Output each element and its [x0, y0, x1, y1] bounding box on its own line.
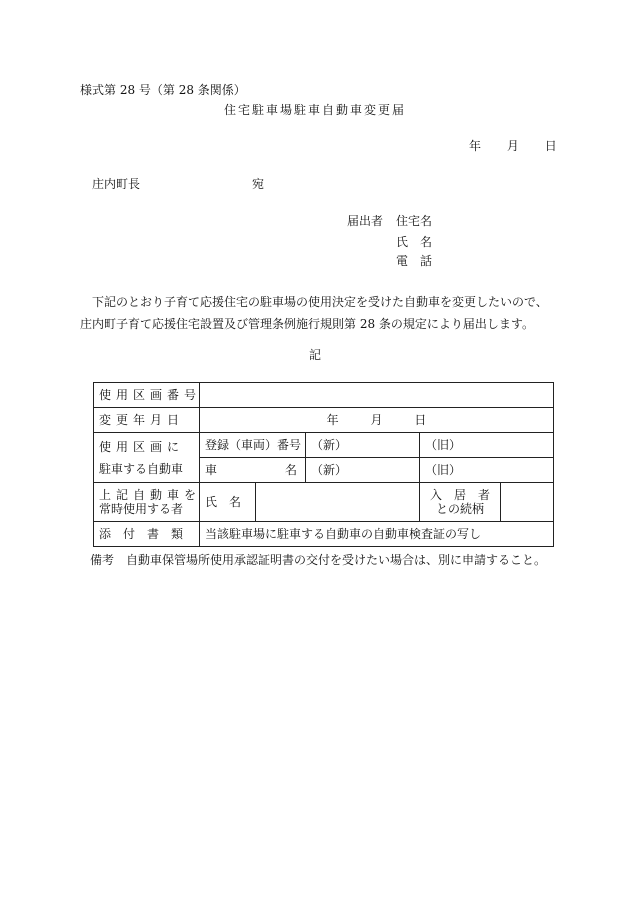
date-day: 日: [544, 139, 557, 153]
applicant-housing-name: 住宅名: [396, 214, 433, 228]
registration-old-label: （旧）: [425, 438, 462, 452]
date-year: 年: [469, 139, 482, 153]
note: 備考 自動車保管場所使用承認証明書の交付を受けたい場合は、別に申請すること。: [90, 553, 547, 567]
parking-number-label: 使用区画番号: [94, 383, 200, 408]
table-row: [94, 383, 554, 408]
registration-new[interactable]: [306, 433, 420, 458]
date-line: [469, 139, 557, 153]
attachments-label: 添 付 書 類: [94, 522, 200, 547]
change-date-value[interactable]: [200, 408, 554, 433]
form-table: [93, 382, 554, 547]
date-month: 月: [506, 139, 519, 153]
registration-number-label: 登録（車両）番号: [200, 433, 306, 458]
registration-new-label: （新）: [311, 438, 348, 452]
car-name-old-label: （旧）: [425, 463, 462, 477]
car-name-new-label: （新）: [311, 463, 348, 477]
regular-user-label-line1: 上記自動車を: [99, 488, 202, 502]
addressee-suffix: 宛: [252, 177, 265, 191]
car-name-new[interactable]: [306, 458, 420, 483]
regular-user-label-line2: 常時使用する者: [99, 502, 184, 516]
applicant-name: 氏 名: [396, 235, 433, 249]
table-row: [94, 433, 554, 458]
regular-user-label: [94, 483, 200, 522]
resident-relation-line1: 入 居 者: [429, 488, 490, 502]
resident-relation-line2: との続柄: [435, 502, 484, 516]
table-row: [94, 522, 554, 547]
ki-heading: 記: [308, 348, 321, 362]
car-name-label-a: 車: [205, 463, 218, 477]
table-row: [94, 483, 554, 522]
vehicle-label: [94, 433, 200, 483]
vehicle-label-line2: 駐車する自動車: [99, 461, 184, 476]
parking-number-value[interactable]: [200, 383, 554, 408]
resident-relation-value[interactable]: [501, 483, 554, 522]
applicant-phone: 電 話: [396, 254, 433, 268]
attachments-value: 当該駐車場に駐車する自動車の自動車検査証の写し: [200, 522, 554, 547]
vehicle-label-line1: 使用区画に: [99, 439, 185, 454]
car-name-old[interactable]: [420, 458, 554, 483]
change-date-label: 変更年月日: [94, 408, 200, 433]
change-date-day: 日: [414, 413, 427, 427]
body-text: 下記のとおり子育て応援住宅の駐車場の使用決定を受けた自動車を変更したいので、庄内町子育て応援住宅設置及び管理条例施行規則第 28 条の規定により届出します。: [80, 295, 548, 331]
car-name-label: [200, 458, 306, 483]
car-name-label-b: 名: [285, 463, 298, 477]
user-name-label: 氏 名: [200, 483, 256, 522]
addressee-name: 庄内町長: [92, 177, 141, 191]
form-number: 様式第 28 号（第 28 条関係）: [80, 83, 246, 97]
registration-old[interactable]: [420, 433, 554, 458]
document-title: 住宅駐車場駐車自動車変更届: [223, 103, 406, 117]
change-date-year: 年: [326, 413, 339, 427]
table-row: [94, 408, 554, 433]
user-name-value[interactable]: [256, 483, 420, 522]
resident-relation-label: [420, 483, 501, 522]
change-date-month: 月: [370, 413, 383, 427]
applicant-label: 届出者: [347, 214, 384, 228]
